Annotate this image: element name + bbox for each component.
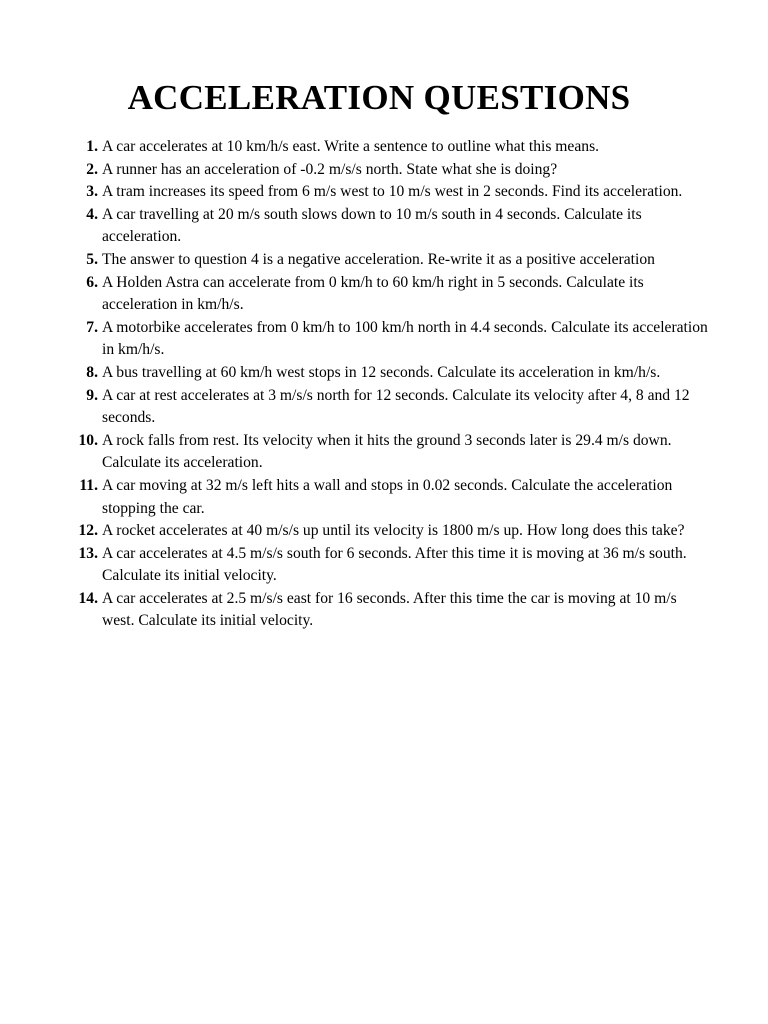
question-number: 3. <box>86 183 98 201</box>
question-item <box>72 475 708 520</box>
question-number: 1. <box>86 138 98 155</box>
question-number: 12. <box>78 522 98 540</box>
question-text: A tram increases its speed from 6 m/s west to 10 m/s west in 2 seconds. Find its acceleration. <box>102 183 683 201</box>
question-item <box>72 362 708 385</box>
question-text: A rock falls from rest. Its velocity when it hits the ground 3 seconds later is 29.4 m/s down. Calculate its acceleration. <box>102 431 672 472</box>
question-text: A bus travelling at 60 km/h west stops in 12 seconds. Calculate its acceleration in km/h/s. <box>102 363 661 381</box>
question-text: A car travelling at 20 m/s south slows down to 10 m/s south in 4 seconds. Calculate its acceleration. <box>102 205 642 246</box>
question-number: 10. <box>78 431 98 449</box>
question-number: 5. <box>86 250 98 268</box>
question-item <box>72 385 708 430</box>
question-text: A car moving at 32 m/s left hits a wall and stops in 0.02 seconds. Calculate the acceleration stopping the car. <box>102 476 673 517</box>
question-item <box>72 543 708 588</box>
question-item <box>72 249 708 272</box>
question-text: A motorbike accelerates from 0 km/h to 100 km/h north in 4.4 seconds. Calculate its acceleration in km/h/s. <box>102 318 708 359</box>
question-item <box>72 520 708 543</box>
question-number: 14. <box>78 589 98 607</box>
question-number: 2. <box>86 160 98 178</box>
question-number: 7. <box>86 318 98 336</box>
question-item <box>72 272 708 317</box>
question-text: A car at rest accelerates at 3 m/s/s north for 12 seconds. Calculate its velocity after 4, 8 and 12 seconds. <box>102 386 690 427</box>
question-number: 13. <box>78 544 98 562</box>
question-text: A car accelerates at 10 km/h/s east. Write a sentence to outline what this means. <box>102 138 600 155</box>
question-number: 9. <box>86 386 98 404</box>
question-text: A rocket accelerates at 40 m/s/s up until its velocity is 1800 m/s up. How long does this take? <box>102 522 685 540</box>
question-item <box>72 204 708 249</box>
page-title: ACCELERATION QUESTIONS <box>127 78 631 117</box>
question-number: 6. <box>86 273 98 291</box>
question-item <box>72 317 708 362</box>
question-number: 4. <box>86 205 98 223</box>
question-text: A car accelerates at 2.5 m/s/s east for 16 seconds. After this time the car is moving at 10 m/s west. Calculate its initial velocity. <box>102 589 677 630</box>
question-text: The answer to question 4 is a negative acceleration. Re-write it as a positive acceleration <box>102 250 655 268</box>
question-item <box>72 588 708 633</box>
question-item <box>72 159 708 182</box>
question-item <box>72 181 708 204</box>
question-text: A car accelerates at 4.5 m/s/s south for 6 seconds. After this time it is moving at 36 m/s south. Calculate its initial velocity. <box>102 544 687 585</box>
question-list <box>72 136 708 633</box>
question-item <box>72 136 708 159</box>
question-item <box>72 430 708 475</box>
question-text: A Holden Astra can accelerate from 0 km/h to 60 km/h right in 5 seconds. Calculate its acceleration in km/h/s. <box>102 273 644 314</box>
question-number: 11. <box>79 476 98 494</box>
question-number: 8. <box>86 363 98 381</box>
question-text: A runner has an acceleration of -0.2 m/s/s north. State what she is doing? <box>102 160 558 178</box>
